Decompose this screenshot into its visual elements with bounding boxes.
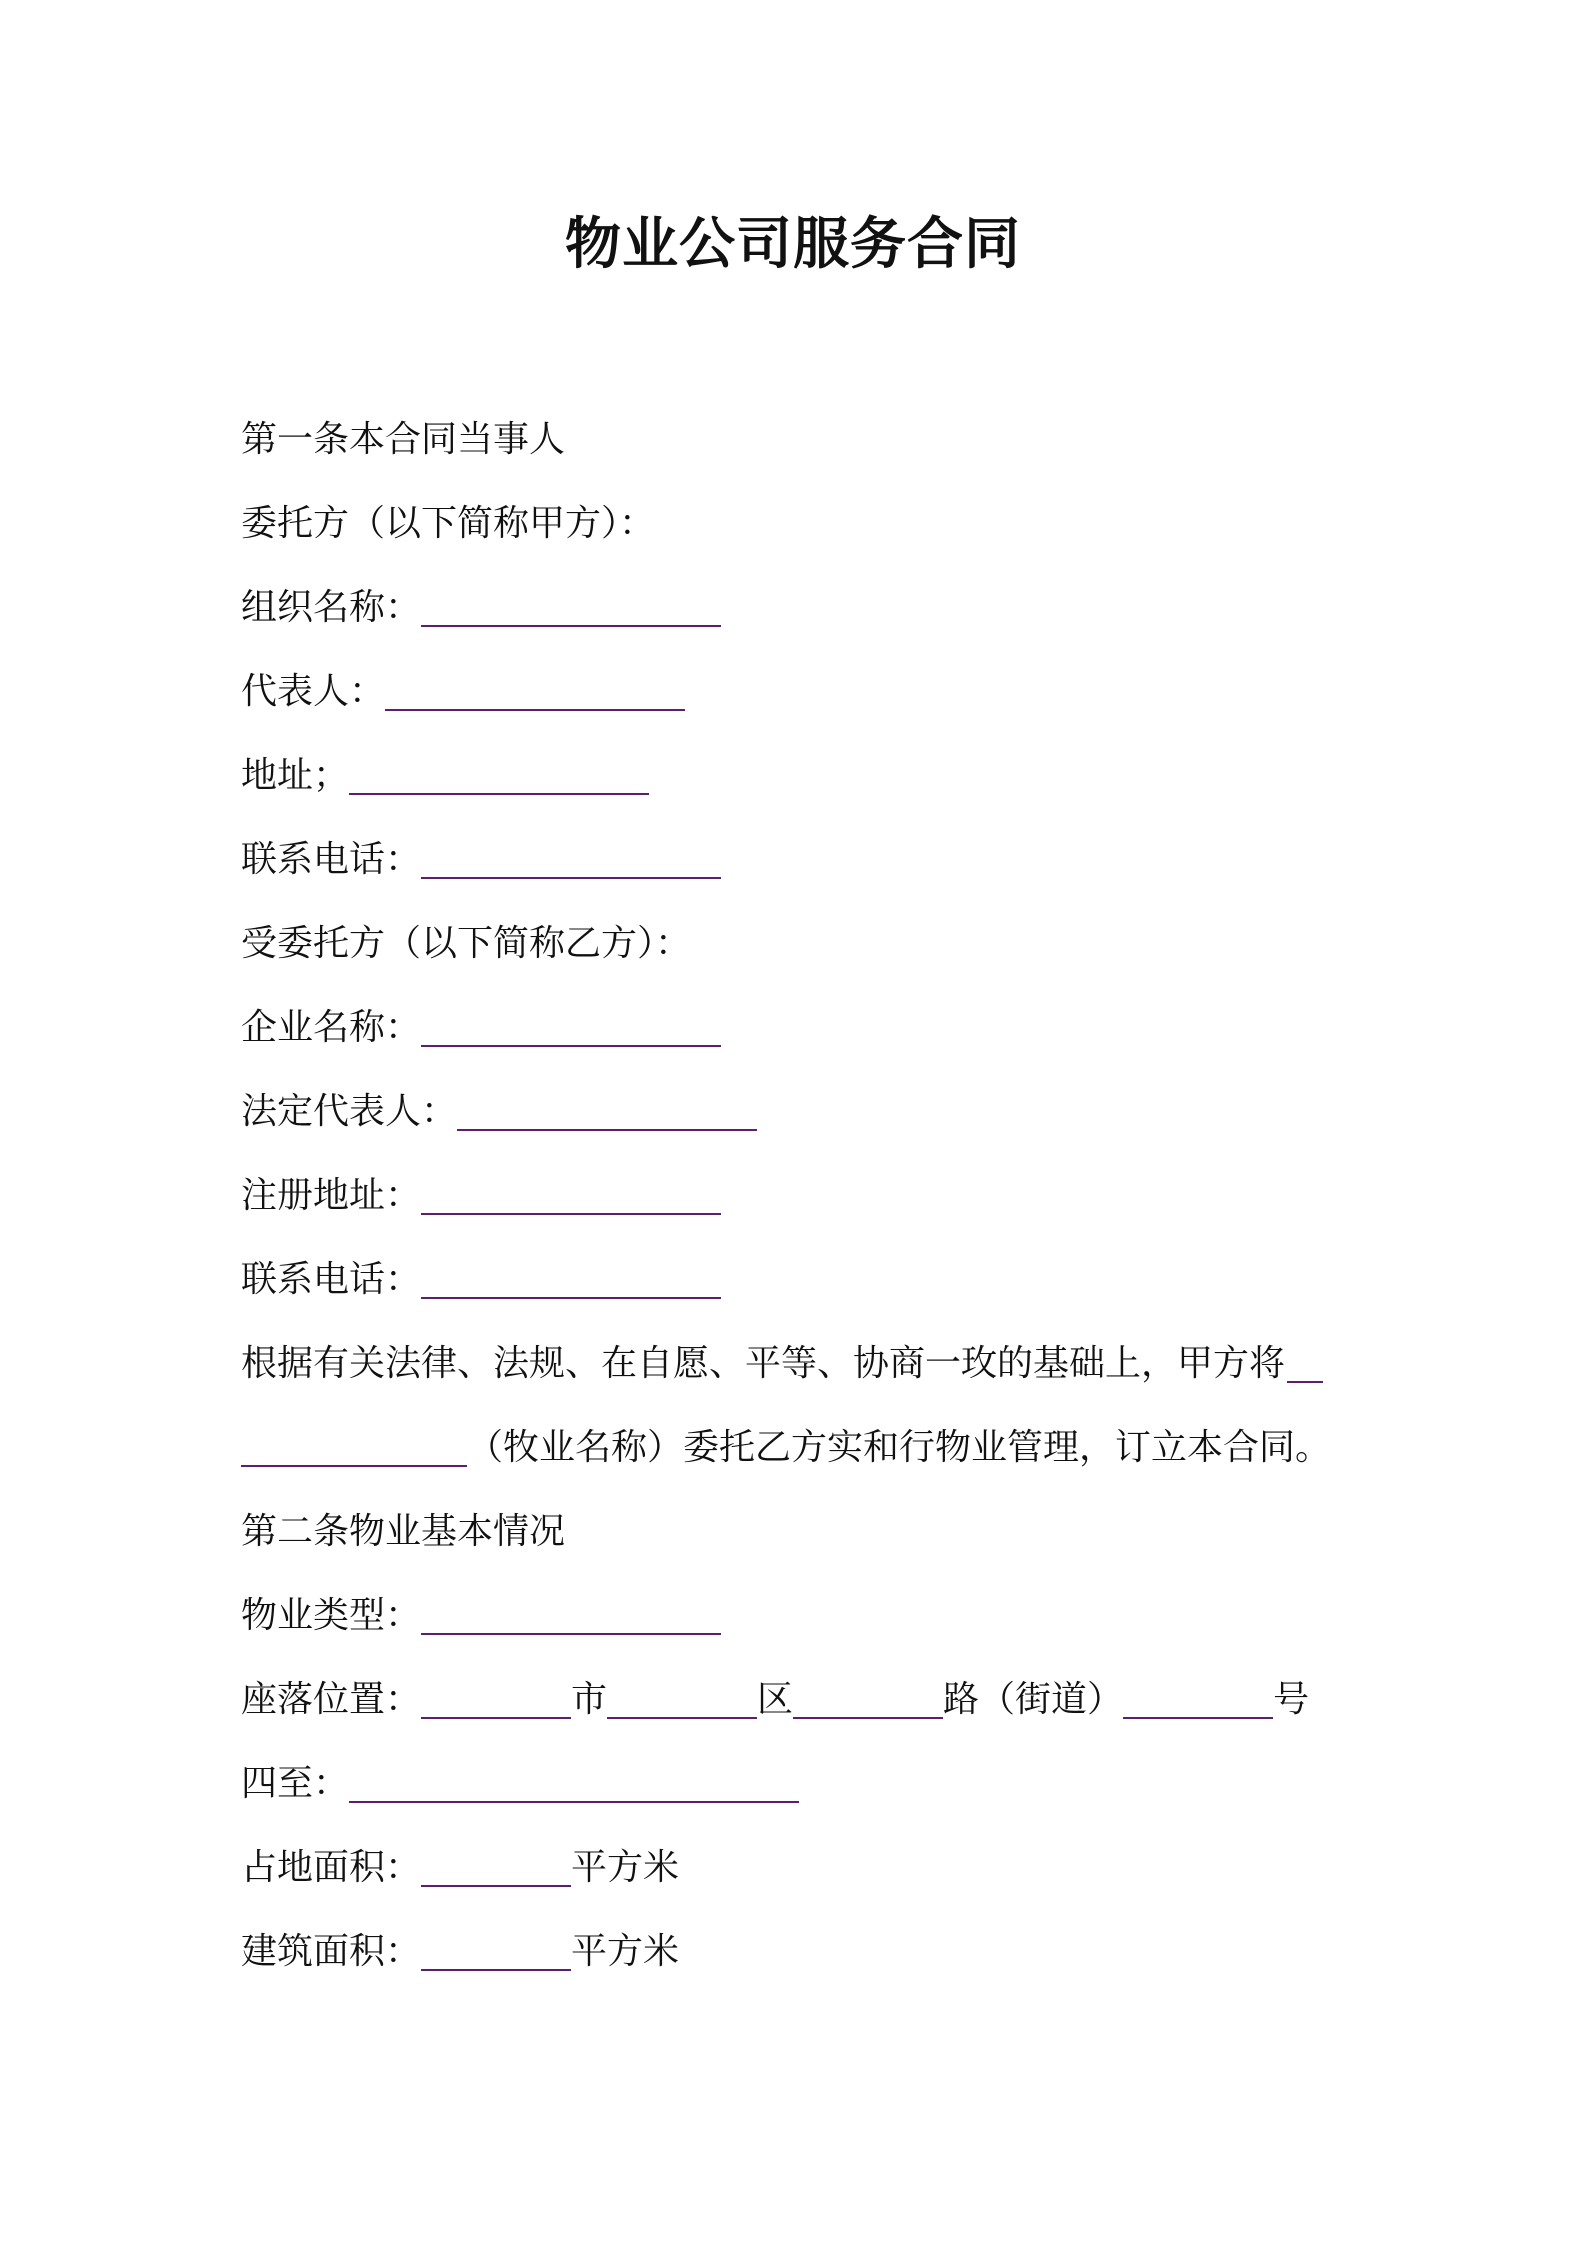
location-row: 座落位置： 市 区 路（街道） 号 <box>241 1670 1309 1730</box>
legal-rep-row: 法定代表人： <box>241 1082 757 1142</box>
property-type-blank[interactable] <box>421 1591 721 1635</box>
number-blank[interactable] <box>1123 1675 1273 1719</box>
basis-paragraph: 根据有关法律、法规、在自愿、平等、协商一玫的基础上，甲方将 <box>241 1334 1323 1394</box>
org-name-blank[interactable] <box>421 583 721 627</box>
building-area-row: 建筑面积： 平方米 <box>241 1922 679 1982</box>
company-name-row: 企业名称： <box>241 998 721 1058</box>
city-blank[interactable] <box>421 1675 571 1719</box>
phone-b-row: 联系电话： <box>241 1250 721 1310</box>
road-blank[interactable] <box>793 1675 943 1719</box>
legal-rep-blank[interactable] <box>457 1087 757 1131</box>
org-name-row: 组织名称： <box>241 578 721 638</box>
article2-heading: 第二条物业基本情况 <box>241 1511 566 1552</box>
land-area-row: 占地面积： 平方米 <box>241 1838 679 1898</box>
building-area-blank[interactable] <box>421 1927 571 1971</box>
document-title: 物业公司服务合同 <box>565 212 1021 277</box>
representative-row: 代表人： <box>241 662 685 722</box>
company-name-blank[interactable] <box>421 1003 721 1047</box>
party-a-label: 委托方（以下简称甲方）： <box>241 503 656 544</box>
address-row: 地址； <box>241 746 649 806</box>
reg-address-blank[interactable] <box>421 1171 721 1215</box>
property-name-blank[interactable] <box>241 1423 467 1467</box>
basis-paragraph-cont: （牧业名称）委托乙方实和行物业管理，订立本合同。 <box>241 1418 1331 1478</box>
phone-b-blank[interactable] <box>421 1255 721 1299</box>
representative-blank[interactable] <box>385 667 685 711</box>
boundaries-blank[interactable] <box>349 1759 799 1803</box>
article1-heading: 第一条本合同当事人 <box>241 419 566 460</box>
phone-a-row: 联系电话： <box>241 830 721 890</box>
reg-address-row: 注册地址： <box>241 1166 721 1226</box>
property-type-row: 物业类型： <box>241 1586 721 1646</box>
address-blank[interactable] <box>349 751 649 795</box>
land-area-blank[interactable] <box>421 1843 571 1887</box>
district-blank[interactable] <box>607 1675 757 1719</box>
phone-a-blank[interactable] <box>421 835 721 879</box>
party-b-label: 受委托方（以下简称乙方）： <box>241 923 692 964</box>
boundaries-row: 四至： <box>241 1754 799 1814</box>
property-name-blank-start[interactable] <box>1287 1339 1323 1383</box>
